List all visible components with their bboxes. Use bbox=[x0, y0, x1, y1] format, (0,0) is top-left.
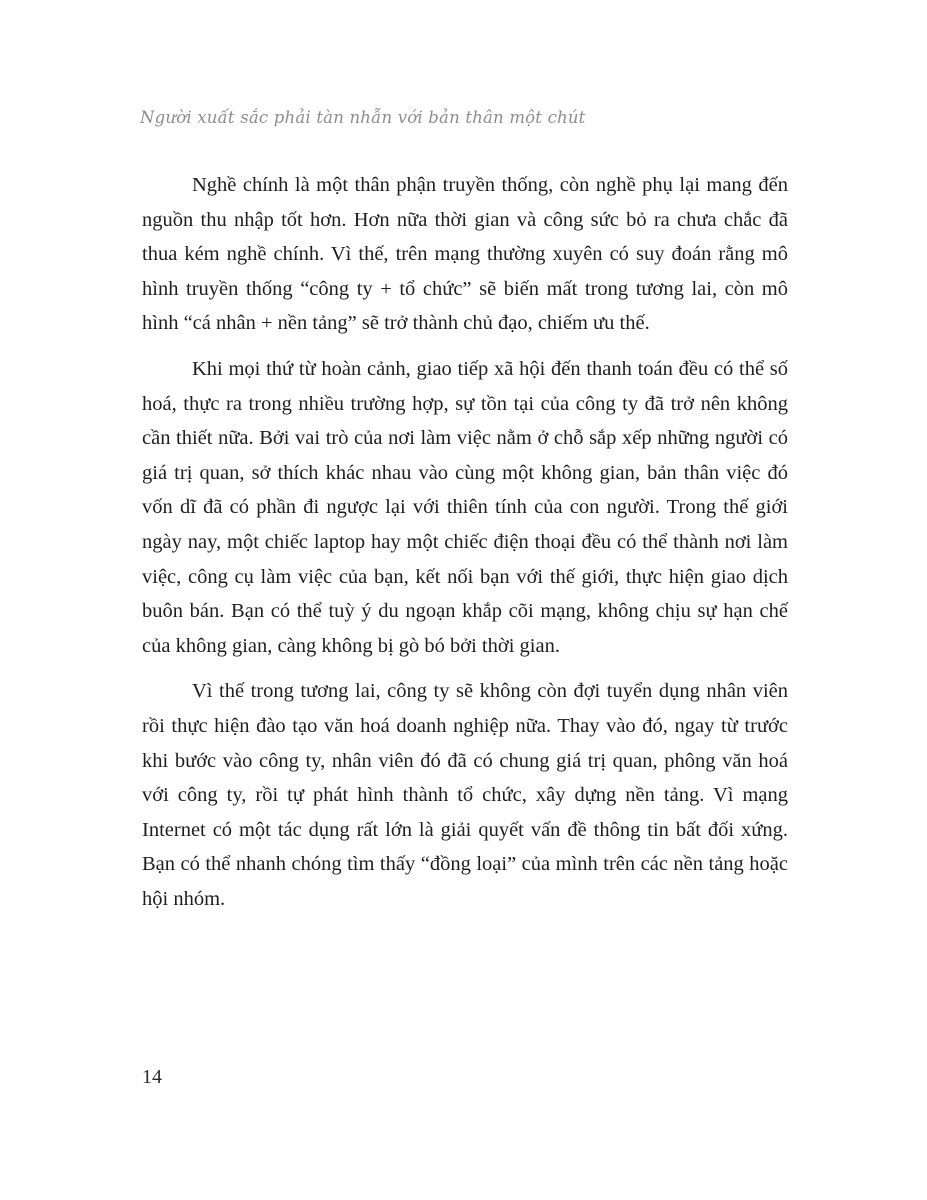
paragraph-2: Khi mọi thứ từ hoàn cảnh, giao tiếp xã hội đến thanh toán đều có thể số hoá, thực ra trong nhiều trường hợp, sự tồn tại của công ty đã trở nên không cần thiết nữa. Bởi vai trò của nơi làm việc nằm ở chỗ sắp xếp những người có giá trị quan, sở thích khác nhau vào cùng một không gian, bản thân việc đó vốn dĩ đã có phần đi ngược lại với thiên tính của con người. Trong thế giới ngày nay, một chiếc laptop hay một chiếc điện thoại đều có thể thành nơi làm việc, công cụ làm việc của bạn, kết nối bạn với thế giới, thực hiện giao dịch buôn bán. Bạn có thể tuỳ ý du ngoạn khắp cõi mạng, không chịu sự hạn chế của không gian, càng không bị gò bó bởi thời gian. bbox=[142, 357, 788, 657]
paragraph-1: Nghề chính là một thân phận truyền thống, còn nghề phụ lại mang đến nguồn thu nhập tốt hơn. Hơn nữa thời gian và công sức bỏ ra chưa chắc đã thua kém nghề chính. Vì thế, trên mạng thường xuyên có suy đoán rằng mô hình truyền thống “công ty + tổ chức” sẽ biến mất trong tương lai, còn mô hình “cá nhân + nền tảng” sẽ trở thành chủ đạo, chiếm ưu thế. bbox=[142, 174, 788, 335]
running-header: Người xuất sắc phải tàn nhẫn với bản thân một chút bbox=[140, 108, 586, 127]
paragraph-3: Vì thế trong tương lai, công ty sẽ không còn đợi tuyển dụng nhân viên rồi thực hiện đào tạo văn hoá doanh nghiệp nữa. Thay vào đó, ngay từ trước khi bước vào công ty, nhân viên đó đã có chung giá trị quan, phông văn hoá với công ty, rồi tự phát hình thành tổ chức, xây dựng nền tảng. Vì mạng Internet có một tác dụng rất lớn là giải quyết vấn đề thông tin bất đối xứng. Bạn có thể nhanh chóng tìm thấy “đồng loại” của mình trên các nền tảng hoặc hội nhóm. bbox=[142, 680, 788, 910]
page-number: 14 bbox=[142, 1066, 162, 1088]
page-body bbox=[142, 168, 788, 927]
